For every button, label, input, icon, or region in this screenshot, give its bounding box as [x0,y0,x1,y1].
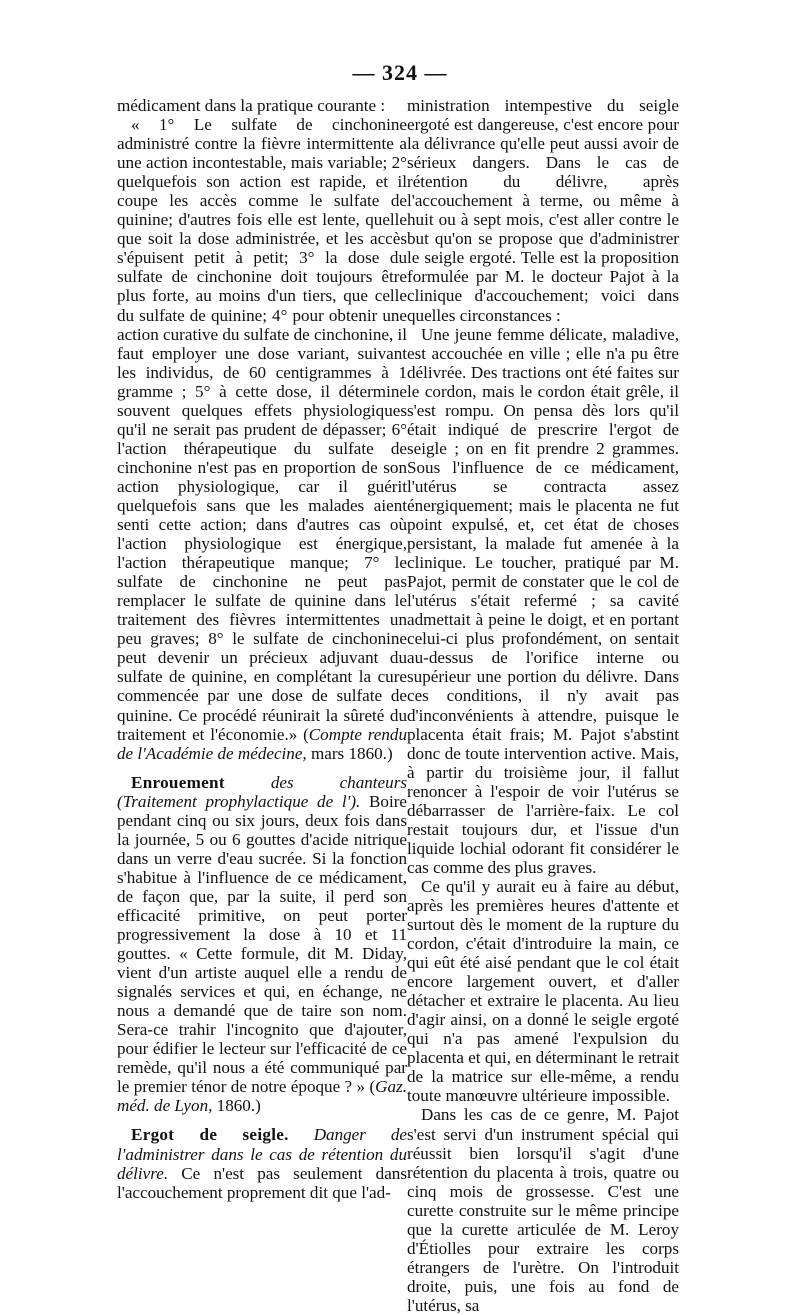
page-number: — 324 — [352,60,448,85]
section-subheading: Danger de l'administrer dans le cas de rétention du délivre. [117,1125,407,1183]
paragraph: Ce qu'il y aurait eu à faire au début, après les premières heures d'attente et surtout dès le moment de la rupture du cordon, c'était d'introduire la main, ce qui eût été aisé pendant que le col était encore largement ouvert, et d'aller détacher et extraire le placenta. Au lieu d'agir ainsi, on a donné le seigle ergoté qui n'a pas amené l'expulsion du placenta et qui, en déterminant le retrait de la matrice sur elle-même, a rendu toute manœuvre ultérieure impossible. [407,876,679,1106]
paragraph: ministration intempestive du seigle ergoté est dangereuse, c'est encore pour la délivrance qu'elle peut aussi avoir de sérieux dangers. Dans le cas de rétention du délivre, après l'accouchement à terme, ou même à huit ou à sept mois, c'est aller contre le but qu'on se propose que d'administrer le seigle ergoté. Telle est la proposition formulée par M. le docteur Pajot à la clinique d'accouchement; voici dans quelles circonstances : [407,96,679,325]
paragraph-text: Ce n'est pas seulement dans l'accouchement proprement dit que l'ad- [117,1163,407,1202]
paragraph [117,115,407,763]
left-column [117,96,407,1202]
paragraph: médicament dans la pratique courante : [117,96,386,115]
section-ergot [117,1125,407,1201]
citation: Gaz. méd. de Lyon, [117,1077,407,1116]
section-heading: Enrouement [131,772,225,792]
citation: Compte rendu de l'Académie de médecine, [117,724,407,763]
citation-date: mars 1860.) [306,743,393,763]
paragraph-text: Boire pendant cinq ou six jours, deux fois dans la journée, 5 ou 6 gouttes d'acide nitrique dans un verre d'eau sucrée. Si la fonction s'habitue à l'influence de ce médicament, de façon que, par la suite, il perd son efficacité primitive, on peut porter progressivement la dose à 10 et 11 gouttes. « Cette formule, dit M. Diday, vient d'un artiste auquel elle a rendu de signalés services et qui, en échange, ne nous a demandé que de taire son nom. Sera-ce trahir l'incognito que d'ajouter, pour édifier le lecteur sur l'efficacité de ce remède, qu'il nous a été communiqué par le premier ténor de notre époque ? » ( [117,791,407,1097]
section-heading: Ergot de seigle. [131,1125,289,1145]
paragraph: Dans les cas de ce genre, M. Pajot s'est servi d'un instrument spécial qui réussit bien lorsqu'il s'agit d'une rétention du placenta à trois, quatre ou cinq mois de grossesse. C'est une curette construite sur le même principe que la curette articulée de M. Leroy d'Étiolles pour extraire les corps étrangers de l'urètre. On l'introduit droite, puis, une fois au fond de l'utérus, sa [407,1105,679,1315]
citation-date: 1860.) [212,1096,261,1116]
right-column [407,96,679,1315]
section-enrouement [117,773,407,1116]
paragraph-text: « 1° Le sulfate de cinchonine administré contre la fièvre intermittente a une action incontestable, mais variable; 2° quelquefois son action est rapide, et il coupe les accès comme le sulfate de quinine; d'autres fois elle est lente, quelle que soit la dose administrée, et les accès s'épuisent petit à petit; 3° la dose du sulfate de cinchonine doit toujours être plus forte, au moins d'un tiers, que celle du sulfate de quinine; 4° pour obtenir une action curative du sulfate de cinchonine, il faut employer une dose variant, suivant les individus, de 60 centigrammes à 1 gramme ; 5° à cette dose, il détermine souvent quelques effets physiologiques qu'il ne serait pas prudent de dépasser; 6° l'action thérapeutique du sulfate de cinchonine n'est pas en proportion de son action physiologique, car il guérit quelquefois sans que les malades aient senti cette action; dans d'autres cas où l'action physiologique est énergique, l'action thérapeutique manque; 7° le sulfate de cinchonine ne peut pas remplacer le sulfate de quinine dans le traitement des fièvres intermittentes un peu graves; 8° le sulfate de cinchonine peut devenir un précieux adjuvant du sulfate de quinine, en complétant la cure commencée par une dose de sulfate de quinine. Ce procédé réunirait la sûreté du traitement et l'économie.» ( [117,115,408,744]
section-subheading: des chanteurs (Traitement prophylactique de l'). [117,772,407,811]
paragraph: Une jeune femme délicate, maladive, est accouchée en ville ; elle n'a pu être délivrée. Des tractions ont été faites sur le cordon, mais le cordon était grêle, il s'est rompu. On pensa dès lors qu'il était indiqué de prescrire l'ergot de seigle ; on en fit prendre 2 grammes. Sous l'influence de ce médicament, l'utérus se contracta assez énergiquement; mais le placenta ne fut point expulsé, et, cet état de choses persistant, la malade fut amenée à la clinique. Le toucher, pratiqué par M. Pajot, permit de constater que le col de l'utérus s'était refermé ; sa cavité admettait à peine le doigt, et en portant celui-ci plus profondément, on sentait au-dessus de l'orifice interne ou supérieur une portion du délivre. Dans ces conditions, il n'y avait pas d'inconvénients à attendre, puisque le placenta était frais; M. Pajot s'abstint donc de toute intervention active. Mais, à partir du troisième jour, il fallut renoncer à l'espoir de voir l'utérus se débarrasser de l'arrière-faix. Le col restait toujours dur, et l'issue d'un liquide lochial odorant fit considérer le cas comme des plus graves. [407,324,679,877]
